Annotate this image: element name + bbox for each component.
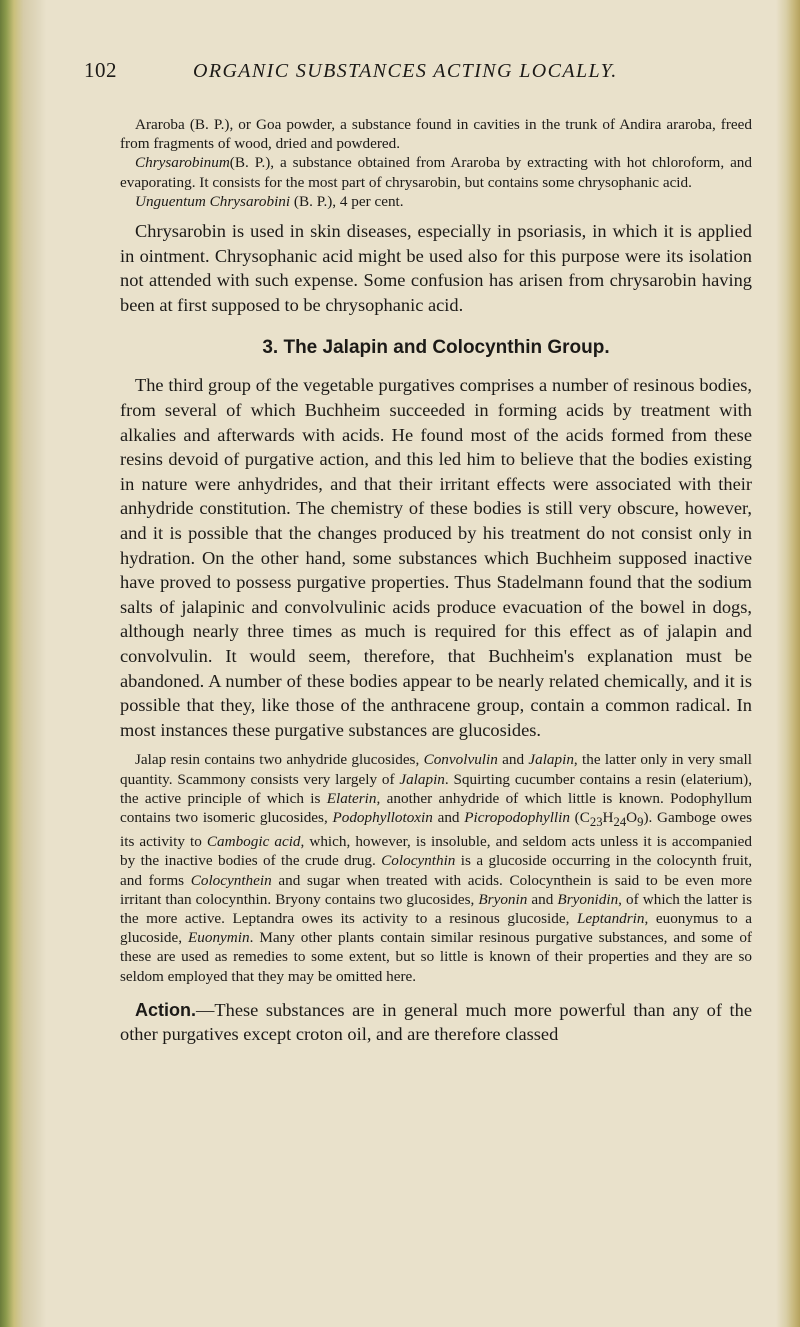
term-leptandrin: Leptandrin	[576, 909, 645, 927]
term-colocynthin: Colocynthin	[381, 852, 456, 870]
chrysarobinum-entry: Chrysarobinum(B. P.), a substance obtained from Araroba by extracting with hot chloroform, and evaporating. It consists for the most part of chrysarobin, but contains some chrysophanic acid.	[120, 154, 752, 191]
chemical-formula: ($C_{23}H_{24}O_9$	[569, 808, 644, 829]
unguentum-name: Unguentum Chrysarobini	[135, 192, 291, 210]
section-main-paragraph: The third group of the vegetable purgatives comprises a number of resinous bodies, from several of which Buchheim succeeded in forming acids by treatment with alkalies and afterwards with acids. He found most of the acids formed from these resins devoid of purgative action, and this led him to believe that the bodies existing in nature were anhydrides, and that their irritant effects were associated with their anhydride constitution. The chemistry of these bodies is still very obscure, however, and it is possible that the changes produced by his treatment do not consist only in hydration. On the other hand, some substances which Buchheim supposed inactive have proved to possess purgative properties. Thus Stadelmann found that the sodium salts of jalapinic and convolvulinic acids produce evacuation of the bowel in dogs, although nearly three times as much is required for this effect as of jalapin and convolvulin. It would seem, therefore, that Buchheim's explanation must be abandoned. A number of these bodies appear to be nearly related chemically, and it is possible that they, like those of the anthracene group, contain a common radical. In most instances these purgative substances are glucosides.	[120, 375, 752, 740]
term-cambogic-acid: Cambogic acid	[206, 833, 301, 851]
term-convolvulin: Convolvulin	[423, 751, 498, 769]
araroba-name: Araroba	[135, 116, 185, 133]
section-heading: 3. The Jalapin and Colocynthin Group.	[262, 337, 610, 359]
unguentum-entry: Unguentum Chrysarobini (B. P.), 4 per cent.	[135, 192, 404, 210]
preparations-block	[120, 115, 752, 211]
chrysarobin-paragraph: Chrysarobin is used in skin diseases, especially in psoriasis, in which it is applied in ointment. Chrysophanic acid might be used also for this purpose were its isolation not attended with such expense. Some confusion has arisen from chrysarobin having been at first supposed to be chrysophanic acid.	[120, 221, 752, 315]
term-jalapin-2: Jalapin	[399, 770, 445, 788]
term-jalapin: Jalapin	[528, 751, 574, 769]
term-podophyllotoxin: Podophyllotoxin	[332, 808, 433, 826]
term-bryonin: Bryonin	[478, 890, 528, 908]
term-bryonidin: Bryonidin	[557, 890, 619, 908]
term-picropodophyllin: Picropodophyllin	[464, 808, 570, 826]
term-euonymin: Euonymin	[187, 929, 250, 947]
term-colocynthein: Colocynthein	[190, 871, 272, 889]
page-edge-left	[0, 0, 46, 1327]
running-title: ORGANIC SUBSTANCES ACTING LOCALLY.	[193, 60, 618, 82]
araroba-entry: Araroba (B. P.), or Goa powder, a substance found in cavities in the trunk of Andira araroba, freed from fragments of wood, dried and powdered.	[120, 116, 752, 153]
action-label: Action.	[135, 999, 196, 1020]
page-body	[120, 115, 752, 1047]
glucosides-paragraph: Jalap resin contains two anhydride glucosides, Convolvulin and Jalapin, the latter only in very small quantity. Scammony consists very largely of Jalapin. Squirting cucumber contains a resin (elaterium), the active principle of which is Elaterin, another anhydride of which little is known. Podophyllum contains two isomeric glucosides, Podophyllotoxin and Picropodophyllin $(C_{23}H_{24}O_9)$. Gamboge owes its activity to Cambogic acid, which, however, is insoluble, and seldom acts unless it is accompanied by the inactive bodies of the crude drug. Colocynthin is a glucoside occurring in the colocynth fruit, and forms Colocynthein and sugar when treated with acids. Colocynthein is said to be even more irritant than colocynthin. Bryony contains two glucosides, Bryonin and Bryonidin, of which the latter is the more active. Leptandra owes its activity to a resinous glucoside, Leptandrin, euonymus to a glucoside, Euonymin. Many other plants contain similar resinous purgative substances, and some of these are used as remedies to some extent, but so little is known of their properties and they are so seldom employed that they may be omitted here.	[120, 751, 753, 985]
page-number: 102	[84, 58, 117, 82]
chrysarobinum-name: Chrysarobinum	[135, 154, 230, 172]
term-elaterin: Elaterin	[326, 789, 377, 807]
page-edge-right	[776, 0, 800, 1327]
action-paragraph: Action.—These substances are in general much more powerful than any of the other purgatives except croton oil, and are therefore classed	[120, 999, 752, 1045]
